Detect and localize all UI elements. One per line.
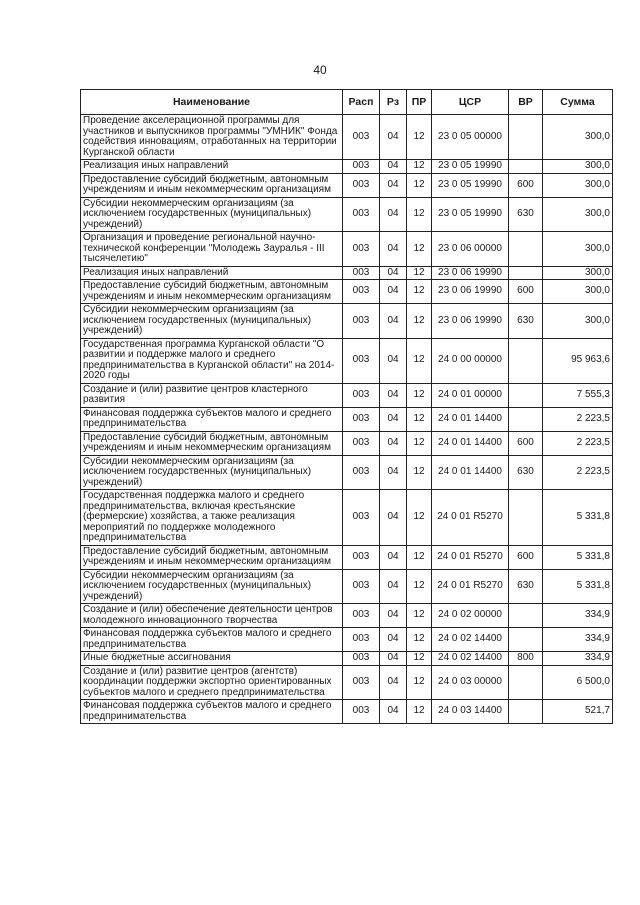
row-csr: 24 0 01 14400 [432, 431, 509, 455]
row-pr: 12 [407, 652, 432, 666]
page-number: 40 [313, 63, 327, 77]
row-pr: 12 [407, 455, 432, 490]
row-vr: 600 [509, 280, 543, 304]
row-rasp: 003 [343, 455, 380, 490]
row-rasp: 003 [343, 652, 380, 666]
row-csr: 24 0 02 00000 [432, 604, 509, 628]
row-rz: 04 [380, 115, 407, 160]
row-pr: 12 [407, 266, 432, 280]
table-header-row [81, 90, 613, 115]
header-rasp: Расп [343, 90, 380, 115]
row-pr: 12 [407, 490, 432, 546]
row-pr: 12 [407, 545, 432, 569]
table-row [81, 383, 613, 407]
row-rz: 04 [380, 628, 407, 652]
row-rasp: 003 [343, 115, 380, 160]
row-csr: 23 0 06 19990 [432, 266, 509, 280]
row-name: Финансовая поддержка субъектов малого и среднего предпринимательства [81, 628, 343, 652]
budget-table [80, 89, 613, 724]
row-rasp: 003 [343, 280, 380, 304]
row-pr: 12 [407, 431, 432, 455]
row-csr: 23 0 05 19990 [432, 160, 509, 174]
row-rasp: 003 [343, 665, 380, 700]
row-rz: 04 [380, 197, 407, 232]
row-pr: 12 [407, 407, 432, 431]
row-name: Проведение акселерационной программы для участников и выпускников программы "УМНИК" Фонда содействия инновациям, отработанных на территории Курганской области [81, 115, 343, 160]
row-rasp: 003 [343, 173, 380, 197]
row-name: Государственная поддержка малого и среднего предпринимательства, включая крестьянские (фермерские) хозяйства, а также реализация мероприятий по поддержке молодежного предпринимательства [81, 490, 343, 546]
row-name: Реализация иных направлений [81, 160, 343, 174]
row-vr [509, 232, 543, 267]
row-rasp: 003 [343, 431, 380, 455]
row-sum: 300,0 [543, 115, 613, 160]
row-vr [509, 266, 543, 280]
row-rasp: 003 [343, 160, 380, 174]
row-sum: 5 331,8 [543, 545, 613, 569]
row-rasp: 003 [343, 604, 380, 628]
row-sum: 300,0 [543, 173, 613, 197]
row-name: Финансовая поддержка субъектов малого и среднего предпринимательства [81, 700, 343, 724]
row-vr: 630 [509, 569, 543, 604]
table-row [81, 604, 613, 628]
row-rz: 04 [380, 173, 407, 197]
row-name: Субсидии некоммерческим организациям (за исключением государственных (муниципальных) учреждений) [81, 569, 343, 604]
row-sum: 2 223,5 [543, 407, 613, 431]
table-row [81, 490, 613, 546]
table-row [81, 115, 613, 160]
row-vr: 800 [509, 652, 543, 666]
row-sum: 7 555,3 [543, 383, 613, 407]
row-rasp: 003 [343, 383, 380, 407]
row-name: Предоставление субсидий бюджетным, автономным учреждениям и иным некоммерческим организациям [81, 280, 343, 304]
row-rz: 04 [380, 569, 407, 604]
header-pr: ПР [407, 90, 432, 115]
row-sum: 300,0 [543, 280, 613, 304]
row-rasp: 003 [343, 545, 380, 569]
row-csr: 23 0 05 19990 [432, 173, 509, 197]
row-pr: 12 [407, 304, 432, 339]
row-csr: 24 0 02 14400 [432, 652, 509, 666]
row-vr: 630 [509, 304, 543, 339]
table-row [81, 407, 613, 431]
table-row [81, 338, 613, 383]
header-name: Наименование [81, 90, 343, 115]
row-sum: 95 963,6 [543, 338, 613, 383]
row-csr: 24 0 02 14400 [432, 628, 509, 652]
row-rz: 04 [380, 304, 407, 339]
row-name: Государственная программа Курганской области "О развитии и поддержке малого и среднего предпринимательства в Курганской области" на 2014-2020 годы [81, 338, 343, 383]
row-csr: 23 0 05 19990 [432, 197, 509, 232]
row-sum: 6 500,0 [543, 665, 613, 700]
row-vr: 630 [509, 197, 543, 232]
row-rasp: 003 [343, 338, 380, 383]
table-row [81, 545, 613, 569]
table-row [81, 455, 613, 490]
row-csr: 24 0 01 R5270 [432, 569, 509, 604]
row-rasp: 003 [343, 569, 380, 604]
row-sum: 5 331,8 [543, 490, 613, 546]
table-row [81, 197, 613, 232]
row-csr: 24 0 01 14400 [432, 455, 509, 490]
header-rz: Рз [380, 90, 407, 115]
row-rz: 04 [380, 338, 407, 383]
row-name: Субсидии некоммерческим организациям (за исключением государственных (муниципальных) учреждений) [81, 304, 343, 339]
row-pr: 12 [407, 665, 432, 700]
row-rasp: 003 [343, 490, 380, 546]
table-row [81, 280, 613, 304]
table-row [81, 304, 613, 339]
row-sum: 334,9 [543, 628, 613, 652]
row-name: Организация и проведение региональной научно-технической конференции "Молодежь Зауралья - III тысячелетию" [81, 232, 343, 267]
row-rz: 04 [380, 490, 407, 546]
row-sum: 2 223,5 [543, 455, 613, 490]
row-rz: 04 [380, 431, 407, 455]
row-rz: 04 [380, 160, 407, 174]
row-pr: 12 [407, 569, 432, 604]
header-vr: ВР [509, 90, 543, 115]
table-row [81, 232, 613, 267]
row-sum: 334,9 [543, 652, 613, 666]
row-vr [509, 160, 543, 174]
row-rz: 04 [380, 665, 407, 700]
row-name: Субсидии некоммерческим организациям (за исключением государственных (муниципальных) учреждений) [81, 455, 343, 490]
row-sum: 300,0 [543, 232, 613, 267]
row-pr: 12 [407, 700, 432, 724]
row-vr [509, 628, 543, 652]
row-csr: 24 0 01 R5270 [432, 545, 509, 569]
row-vr [509, 665, 543, 700]
table-row [81, 628, 613, 652]
row-name: Финансовая поддержка субъектов малого и среднего предпринимательства [81, 407, 343, 431]
row-csr: 24 0 01 R5270 [432, 490, 509, 546]
row-sum: 300,0 [543, 304, 613, 339]
table-row [81, 431, 613, 455]
header-sum: Сумма [543, 90, 613, 115]
row-pr: 12 [407, 280, 432, 304]
row-vr: 600 [509, 431, 543, 455]
row-vr [509, 338, 543, 383]
row-csr: 24 0 00 00000 [432, 338, 509, 383]
row-vr: 630 [509, 455, 543, 490]
row-rz: 04 [380, 383, 407, 407]
row-sum: 300,0 [543, 160, 613, 174]
row-vr [509, 383, 543, 407]
row-pr: 12 [407, 338, 432, 383]
row-pr: 12 [407, 115, 432, 160]
row-rz: 04 [380, 280, 407, 304]
row-vr [509, 407, 543, 431]
row-csr: 24 0 01 00000 [432, 383, 509, 407]
row-name: Создание и (или) развитие центров (агентств) координации поддержки экспортно ориентированных субъектов малого и среднего предпринимательства [81, 665, 343, 700]
row-pr: 12 [407, 604, 432, 628]
row-sum: 334,9 [543, 604, 613, 628]
row-sum: 300,0 [543, 197, 613, 232]
row-csr: 23 0 06 19990 [432, 280, 509, 304]
row-rasp: 003 [343, 304, 380, 339]
table-row [81, 266, 613, 280]
row-csr: 23 0 06 19990 [432, 304, 509, 339]
row-rasp: 003 [343, 232, 380, 267]
row-rz: 04 [380, 407, 407, 431]
table-row [81, 160, 613, 174]
row-rz: 04 [380, 652, 407, 666]
row-name: Создание и (или) развитие центров кластерного развития [81, 383, 343, 407]
row-csr: 24 0 01 14400 [432, 407, 509, 431]
row-name: Предоставление субсидий бюджетным, автономным учреждениям и иным некоммерческим организациям [81, 173, 343, 197]
row-rz: 04 [380, 455, 407, 490]
row-csr: 23 0 05 00000 [432, 115, 509, 160]
row-vr: 600 [509, 545, 543, 569]
row-rasp: 003 [343, 700, 380, 724]
row-rasp: 003 [343, 628, 380, 652]
row-pr: 12 [407, 197, 432, 232]
row-pr: 12 [407, 383, 432, 407]
table-row [81, 665, 613, 700]
row-vr [509, 604, 543, 628]
row-rz: 04 [380, 700, 407, 724]
row-name: Субсидии некоммерческим организациям (за исключением государственных (муниципальных) учреждений) [81, 197, 343, 232]
row-rasp: 003 [343, 197, 380, 232]
row-name: Создание и (или) обеспечение деятельности центров молодежного инновационного творчества [81, 604, 343, 628]
row-pr: 12 [407, 173, 432, 197]
row-sum: 300,0 [543, 266, 613, 280]
row-pr: 12 [407, 232, 432, 267]
row-name: Предоставление субсидий бюджетным, автономным учреждениям и иным некоммерческим организациям [81, 431, 343, 455]
table-row [81, 652, 613, 666]
row-sum: 2 223,5 [543, 431, 613, 455]
row-pr: 12 [407, 160, 432, 174]
row-csr: 23 0 06 00000 [432, 232, 509, 267]
row-sum: 5 331,8 [543, 569, 613, 604]
row-rz: 04 [380, 545, 407, 569]
row-rz: 04 [380, 266, 407, 280]
row-pr: 12 [407, 628, 432, 652]
header-csr: ЦСР [432, 90, 509, 115]
table-row [81, 700, 613, 724]
row-rz: 04 [380, 232, 407, 267]
row-name: Предоставление субсидий бюджетным, автономным учреждениям и иным некоммерческим организациям [81, 545, 343, 569]
row-vr [509, 700, 543, 724]
row-vr [509, 490, 543, 546]
row-rasp: 003 [343, 407, 380, 431]
row-csr: 24 0 03 14400 [432, 700, 509, 724]
table-row [81, 569, 613, 604]
row-name: Иные бюджетные ассигнования [81, 652, 343, 666]
row-vr [509, 115, 543, 160]
row-rasp: 003 [343, 266, 380, 280]
row-sum: 521,7 [543, 700, 613, 724]
row-rz: 04 [380, 604, 407, 628]
row-csr: 24 0 03 00000 [432, 665, 509, 700]
row-vr: 600 [509, 173, 543, 197]
table-row [81, 173, 613, 197]
row-name: Реализация иных направлений [81, 266, 343, 280]
